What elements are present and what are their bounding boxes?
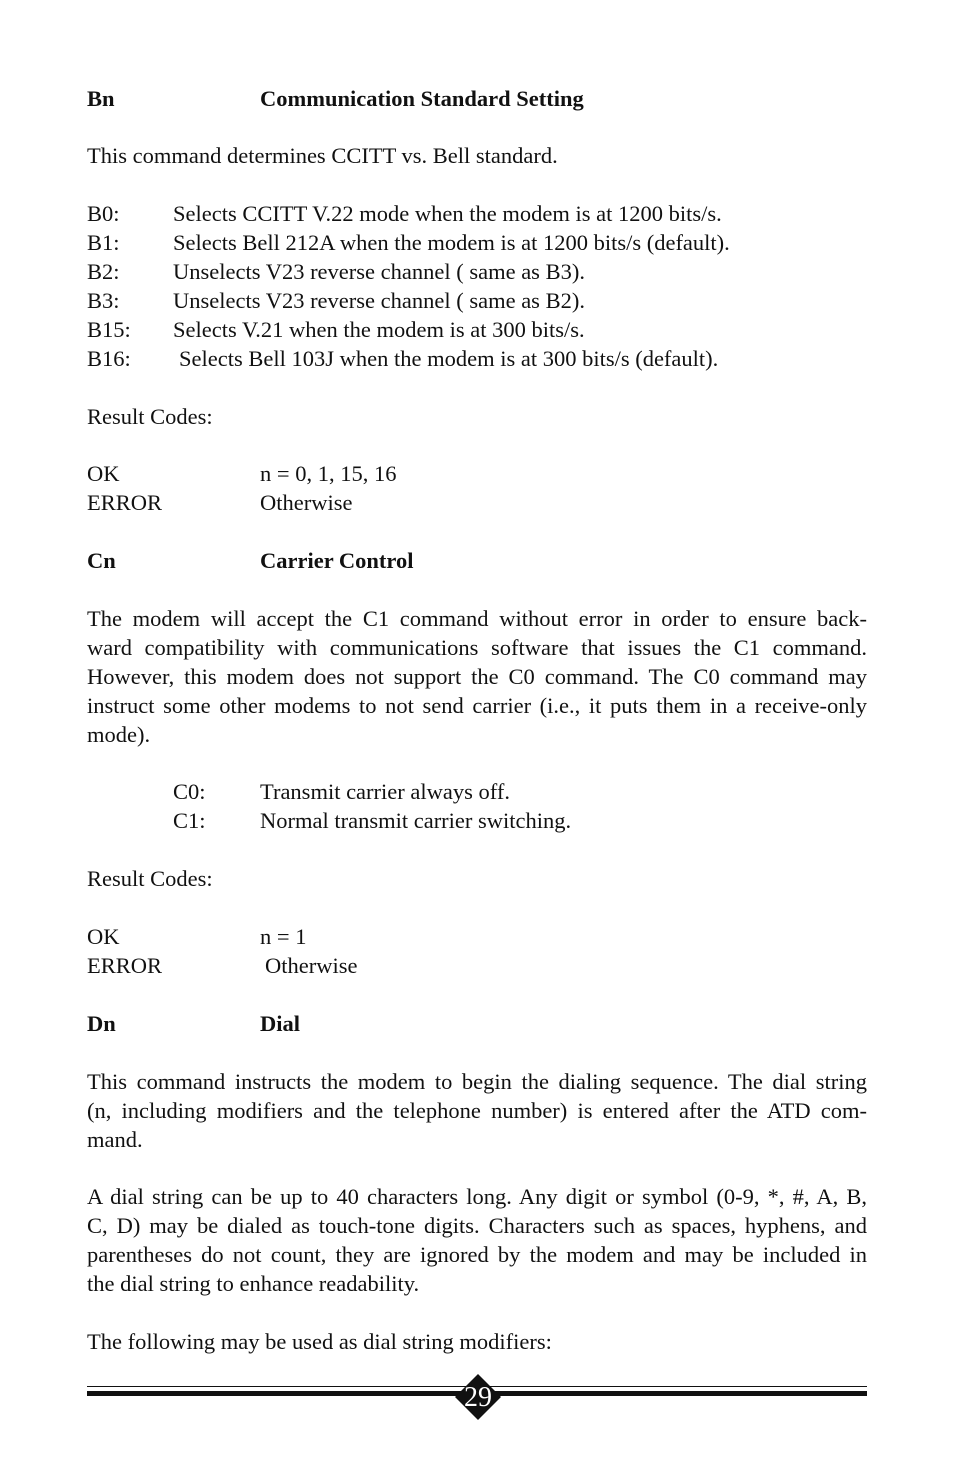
paragraph-line: mand.: [87, 1127, 143, 1152]
result-code: ERROR: [87, 953, 163, 978]
bn-option-desc: Selects V.21 when the modem is at 300 bits/s.: [173, 317, 585, 342]
paragraph-line: This command instructs the modem to begin the dialing sequence. The dial string: [87, 1069, 867, 1094]
bn-option-code: B2:: [87, 259, 120, 284]
result-value: n = 0, 1, 15, 16: [260, 461, 397, 486]
dn-paragraph-1: [87, 1067, 867, 1154]
result-code: OK: [87, 461, 120, 486]
bn-result-label: Result Codes:: [87, 404, 213, 429]
bn-option-code: B0:: [87, 201, 120, 226]
paragraph-line: (n, including modifiers and the telephone number) is entered after the ATD com-: [87, 1098, 867, 1123]
cn-command: Cn: [87, 548, 116, 573]
result-code: ERROR: [87, 490, 163, 515]
bn-option-code: B16:: [87, 346, 131, 371]
result-value: n = 1: [260, 924, 307, 949]
dn-paragraph-3: The following may be used as dial string modifiers:: [87, 1329, 552, 1354]
bn-option-desc: Unselects V23 reverse channel ( same as B2).: [173, 288, 585, 313]
dn-paragraph-2: [87, 1182, 867, 1298]
cn-option-code: C1:: [173, 808, 206, 833]
paragraph-line: However, this modem does not support the C0 command. The C0 command may: [87, 664, 867, 689]
cn-option-desc: Normal transmit carrier switching.: [260, 808, 572, 833]
paragraph-line: ward compatibility with communications software that issues the C1 command.: [87, 635, 867, 660]
bn-option-desc: Selects Bell 212A when the modem is at 1200 bits/s (default).: [173, 230, 730, 255]
result-code: OK: [87, 924, 120, 949]
bn-option-code: B3:: [87, 288, 120, 313]
dn-command: Dn: [87, 1011, 116, 1036]
paragraph-line: parentheses do not count, they are ignored by the modem and may be included in: [87, 1242, 867, 1267]
page-number: 29: [464, 1382, 492, 1413]
paragraph-line: the dial string to enhance readability.: [87, 1271, 420, 1296]
dn-heading: Dial: [260, 1011, 301, 1036]
bn-option-desc: Unselects V23 reverse channel ( same as B3).: [173, 259, 585, 284]
paragraph-line: C, D) may be dialed as touch-tone digits. Characters such as spaces, hyphens, and: [87, 1213, 867, 1238]
cn-option-code: C0:: [173, 779, 206, 804]
paragraph-line: mode).: [87, 722, 151, 747]
cn-paragraph: [87, 604, 867, 749]
bn-option-desc: Selects Bell 103J when the modem is at 300 bits/s (default).: [179, 346, 719, 371]
cn-result-label: Result Codes:: [87, 866, 213, 891]
cn-option-desc: Transmit carrier always off.: [260, 779, 510, 804]
paragraph-line: instruct some other modems to not send carrier (i.e., it puts them in a receive-only: [87, 693, 867, 718]
result-value: Otherwise: [260, 490, 353, 515]
bn-intro: This command determines CCITT vs. Bell standard.: [87, 143, 558, 168]
bn-option-desc: Selects CCITT V.22 mode when the modem is at 1200 bits/s.: [173, 201, 722, 226]
bn-option-code: B1:: [87, 230, 120, 255]
bn-heading: Communication Standard Setting: [260, 86, 584, 111]
paragraph-line: A dial string can be up to 40 characters long. Any digit or symbol (0-9, *, #, A, B,: [87, 1184, 867, 1209]
bn-command: Bn: [87, 86, 115, 111]
cn-heading: Carrier Control: [260, 548, 414, 573]
bn-option-code: B15:: [87, 317, 131, 342]
result-value: Otherwise: [265, 953, 358, 978]
paragraph-line: The modem will accept the C1 command without error in order to ensure back-: [87, 606, 867, 631]
